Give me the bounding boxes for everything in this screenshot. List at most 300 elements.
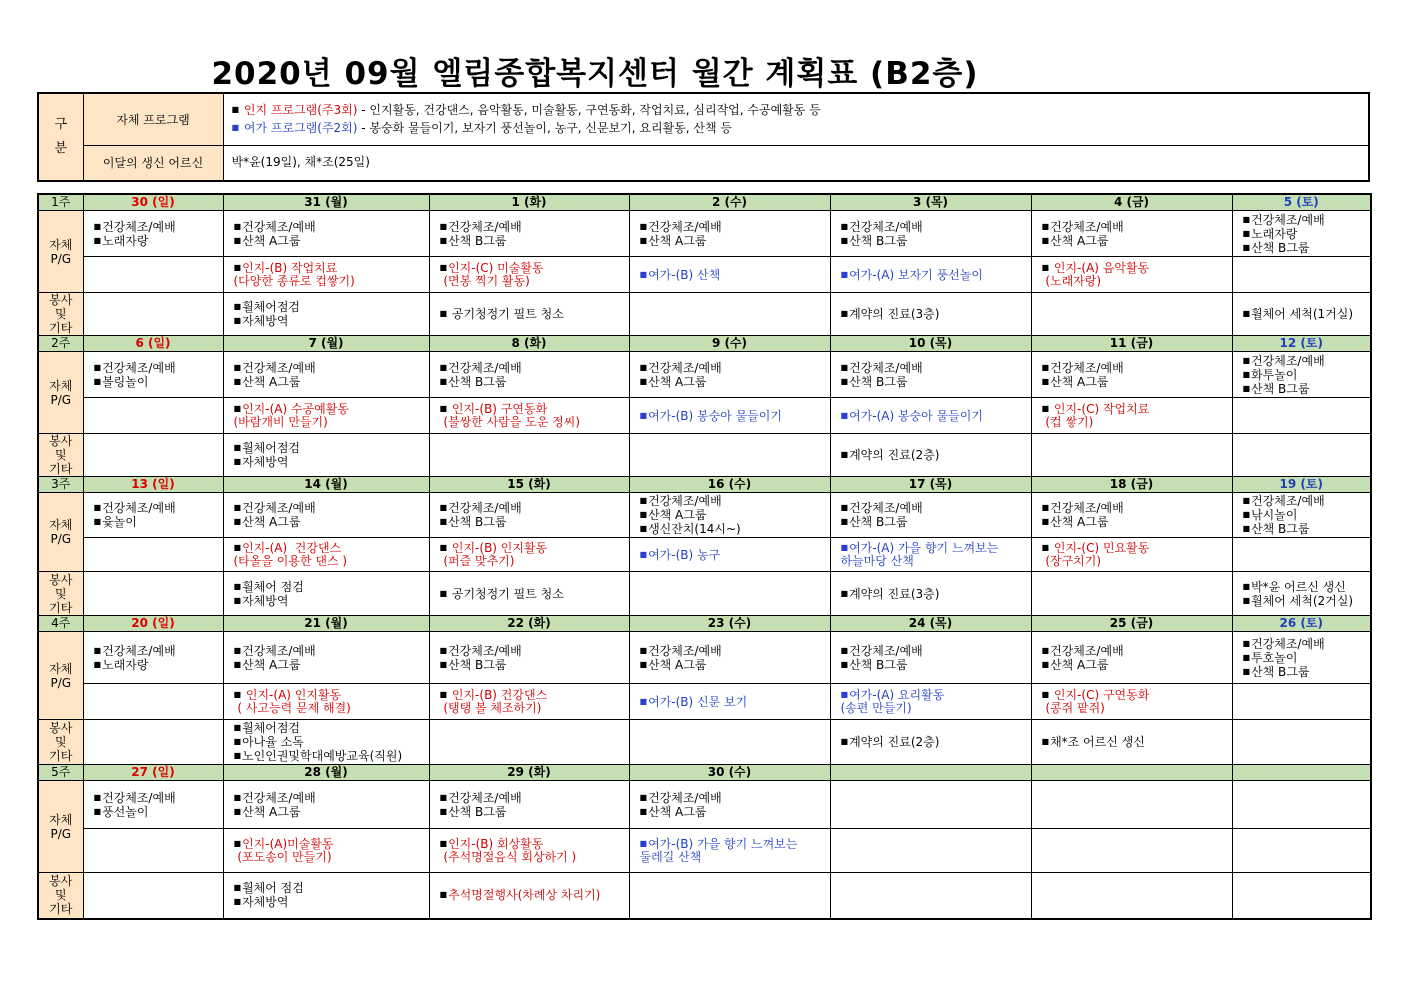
- day-header: 17 (목): [830, 477, 1031, 493]
- schedule-item: ■ 생신잔치(14시~): [640, 522, 826, 536]
- special-program-cell: [429, 829, 629, 873]
- special-program-item: 하늘마당 산책: [840, 554, 914, 568]
- program-cell: [429, 352, 629, 398]
- schedule-item: ■ 산책 A그룹: [640, 375, 826, 389]
- special-program-cell: [1031, 684, 1232, 720]
- special-program-item: (타올을 이용한 댄스 ): [233, 554, 348, 568]
- special-program-cell: [1232, 684, 1371, 720]
- schedule-item: ■ 노래자랑: [94, 658, 219, 672]
- schedule-item: ■ 건강체조/예배: [841, 501, 1027, 515]
- schedule-item: ■ 산책 A그룹: [1042, 658, 1228, 672]
- schedule-item: ■ 건강체조/예배: [1042, 501, 1228, 515]
- day-header: [1232, 765, 1371, 781]
- program-cell: [223, 211, 429, 257]
- etc-item: ■ 계약의 진료(3층): [841, 307, 1027, 321]
- schedule-item: ■ 산책 A그룹: [640, 234, 826, 248]
- week-header-row: [38, 336, 1371, 352]
- week-label: 5주: [38, 765, 83, 781]
- schedule-item: ■ 윷놀이: [94, 515, 219, 529]
- special-program-cell: [1031, 257, 1232, 293]
- schedule-item: ■ 산책 B그룹: [841, 234, 1027, 248]
- special-program-cell: [1031, 538, 1232, 572]
- day-header: 31 (월): [223, 194, 429, 211]
- program-cell: [223, 632, 429, 684]
- row-label-pg: [38, 352, 83, 434]
- program-cell: [1232, 352, 1371, 398]
- birthday-text: 박*윤(19일), 채*조(25일): [223, 145, 1369, 181]
- program-cell: [629, 493, 830, 538]
- program-line: [232, 119, 1361, 137]
- etc-item: ■ 계약의 진료(3층): [841, 587, 1027, 601]
- special-program-cell: [1031, 829, 1232, 873]
- day-header: 30 (수): [629, 765, 830, 781]
- schedule-item: ■ 건강체조/예배: [841, 220, 1027, 234]
- day-header: 19 (토): [1232, 477, 1371, 493]
- special-program-cell: [1232, 257, 1371, 293]
- special-program-item: ( 사고능력 문제 해결): [233, 701, 351, 715]
- day-header: 3 (목): [830, 194, 1031, 211]
- special-program-item: (다양한 종류로 컵쌓기): [233, 274, 355, 288]
- schedule-item: ■ 볼링놀이: [94, 375, 219, 389]
- special-program-item: ■ 인지-(B) 작업치료: [234, 261, 425, 275]
- special-program-cell: [223, 257, 429, 293]
- schedule-item: ■ 건강체조/예배: [94, 220, 219, 234]
- etc-cell: [1031, 720, 1232, 765]
- schedule-item: ■ 산책 B그룹: [841, 515, 1027, 529]
- program-cell: [429, 781, 629, 829]
- schedule-item: ■ 건강체조/예배: [640, 644, 826, 658]
- program-name-leisure: 여가 프로그램(주2회): [243, 121, 358, 136]
- schedule-item: ■ 산책 A그룹: [234, 375, 425, 389]
- row-label-line: 봉사: [49, 434, 73, 448]
- day-header: [830, 765, 1031, 781]
- etc-item: ■ 휠체어 세척(1거실): [1243, 307, 1367, 321]
- etc-cell: [223, 873, 429, 919]
- section-label-line: 구: [54, 117, 68, 132]
- schedule-item: ■ 산책 A그룹: [640, 805, 826, 819]
- schedule-item: ■ 산책 A그룹: [1042, 234, 1228, 248]
- etc-cell: [429, 873, 629, 919]
- day-header: 29 (화): [429, 765, 629, 781]
- row-label-pg: [38, 632, 83, 720]
- row-label-line: 자체: [49, 812, 73, 827]
- special-program-item: 둘레길 산책: [639, 850, 702, 864]
- schedule-item: ■ 낚시놀이: [1243, 508, 1367, 522]
- row-label-pg: [38, 211, 83, 293]
- etc-item: ■ 자체방역: [234, 455, 425, 469]
- day-header: 7 (월): [223, 336, 429, 352]
- special-program-cell: [830, 684, 1031, 720]
- row-label-pg: [38, 781, 83, 873]
- schedule-item: ■ 건강체조/예배: [94, 361, 219, 375]
- program-cell: [83, 632, 223, 684]
- special-program-item: ■ 인지-(C) 작업치료: [1042, 402, 1228, 416]
- special-program-item: ■ 인지-(A)미술활동: [234, 837, 425, 851]
- special-program-item: ■ 인지-(A) 음악활동: [1042, 261, 1228, 275]
- row-label-line: 자체: [49, 518, 73, 532]
- special-program-item: ■ 인지-(B) 인지활동: [440, 541, 625, 555]
- special-program-row: [38, 398, 1371, 434]
- program-desc-leisure: - 봉숭화 물들이기, 보자기 풍선놀이, 농구, 신문보기, 요리활동, 산책 등: [357, 121, 732, 136]
- program-cell: [1031, 211, 1232, 257]
- special-program-cell: [629, 684, 830, 720]
- row-label-line: 자체: [49, 661, 73, 676]
- program-row: [38, 352, 1371, 398]
- schedule-item: ■ 산책 B그룹: [440, 515, 625, 529]
- etc-cell: [223, 720, 429, 765]
- etc-row: [38, 572, 1371, 616]
- program-cell: [429, 632, 629, 684]
- special-program-item: ■ 인지-(C) 구연동화: [1042, 688, 1228, 702]
- special-program-cell: [1232, 538, 1371, 572]
- day-header: 30 (일): [83, 194, 223, 211]
- special-program-item: (송편 만들기): [840, 701, 912, 715]
- row-label-line: 봉사: [49, 721, 73, 735]
- special-program-item: ■ 인지-(B) 회상활동: [440, 837, 625, 851]
- program-line: [232, 101, 1361, 119]
- etc-item: ■ 휠체어점검: [234, 300, 425, 314]
- etc-cell: [83, 434, 223, 477]
- program-cell: [1031, 632, 1232, 684]
- etc-item: ■ 아나율 소독: [234, 735, 425, 749]
- etc-cell: [1232, 293, 1371, 336]
- birthday-label: 이달의 생신 어르신: [83, 145, 223, 181]
- etc-cell: [629, 434, 830, 477]
- special-program-item: (퍼즐 맞추기): [439, 554, 515, 568]
- program-cell: [223, 781, 429, 829]
- week-label: 1주: [38, 194, 83, 211]
- section-label-line: 분: [54, 141, 68, 156]
- etc-item: ■ 휠체어 점검: [234, 580, 425, 594]
- program-row: [38, 781, 1371, 829]
- schedule-item: ■ 건강체조/예배: [440, 220, 625, 234]
- special-program-item: ■ 인지-(B) 건강댄스: [440, 688, 625, 702]
- program-cell: [83, 493, 223, 538]
- week-header-row: [38, 477, 1371, 493]
- etc-cell: [1031, 572, 1232, 616]
- schedule-item: ■ 산책 A그룹: [640, 658, 826, 672]
- etc-cell: [629, 293, 830, 336]
- special-program-cell: [429, 398, 629, 434]
- row-label-line: 봉사: [49, 293, 73, 307]
- program-cell: [1232, 493, 1371, 538]
- row-label-etc: [38, 293, 83, 336]
- program-cell: [830, 493, 1031, 538]
- schedule-item: ■ 건강체조/예배: [640, 220, 826, 234]
- program-desc-cognitive: - 인지활동, 건강댄스, 음악활동, 미술활동, 구연동화, 작업치료, 심리작업, 수공예활동 등: [357, 103, 821, 118]
- special-program-row: [38, 257, 1371, 293]
- etc-cell: [83, 293, 223, 336]
- etc-item: ■ 공기청정기 필트 청소: [440, 307, 625, 321]
- etc-cell: [83, 873, 223, 919]
- etc-item: ■ 자체방역: [234, 314, 425, 328]
- schedule-item: ■ 건강체조/예배: [440, 644, 625, 658]
- etc-item: ■ 휠체어점검: [234, 721, 425, 735]
- special-program-item: ■ 여가-(B) 산책: [640, 268, 826, 282]
- program-cell: [1031, 493, 1232, 538]
- row-label-line: P/G: [50, 392, 72, 407]
- etc-item: ■ 계약의 진료(2층): [841, 735, 1027, 749]
- schedule-item: ■ 산책 B그룹: [1243, 522, 1367, 536]
- day-header: 22 (화): [429, 616, 629, 632]
- day-header: [1031, 765, 1232, 781]
- schedule-item: ■ 화투놀이: [1243, 368, 1367, 382]
- special-program-item: ■ 여가-(B) 가을 향기 느껴보는: [640, 837, 826, 851]
- special-program-item: (불쌍한 사람을 도운 정씨): [439, 415, 581, 429]
- etc-item: ■ 공기청정기 필트 청소: [440, 587, 625, 601]
- day-header: 6 (일): [83, 336, 223, 352]
- special-program-cell: [629, 829, 830, 873]
- day-header: 23 (수): [629, 616, 830, 632]
- etc-item: ■ 노인인권및학대예방교육(직원): [234, 749, 425, 763]
- schedule-item: ■ 건강체조/예배: [1243, 637, 1367, 651]
- schedule-item: ■ 건강체조/예배: [1042, 361, 1228, 375]
- schedule-item: ■ 노래자랑: [1243, 227, 1367, 241]
- program-cell: [1031, 352, 1232, 398]
- etc-cell: [1232, 720, 1371, 765]
- schedule-item: ■ 산책 B그룹: [1243, 382, 1367, 396]
- day-header: 21 (월): [223, 616, 429, 632]
- section-label: [38, 93, 83, 181]
- etc-item: ■ 휠체어 세척(2거실): [1243, 594, 1367, 608]
- schedule-item: ■ 산책 B그룹: [440, 658, 625, 672]
- program-cell: [1232, 781, 1371, 829]
- schedule-item: ■ 노래자랑: [94, 234, 219, 248]
- etc-cell: [83, 720, 223, 765]
- day-header: 5 (토): [1232, 194, 1371, 211]
- week-header-row: [38, 194, 1371, 211]
- schedule-item: ■ 산책 A그룹: [234, 805, 425, 819]
- special-program-item: (콩쥐 팥쥐): [1041, 701, 1105, 715]
- special-program-item: ■ 인지-(C) 미술활동: [440, 261, 625, 275]
- etc-cell: [629, 873, 830, 919]
- etc-cell: [830, 293, 1031, 336]
- schedule-item: ■ 산책 A그룹: [640, 508, 826, 522]
- program-name-cognitive: 인지 프로그램(주3회): [243, 103, 358, 118]
- etc-cell: [629, 572, 830, 616]
- special-program-item: (바람개비 만들기): [233, 415, 328, 429]
- row-label-etc: [38, 434, 83, 477]
- program-cell: [83, 781, 223, 829]
- day-header: 12 (토): [1232, 336, 1371, 352]
- program-row: [38, 632, 1371, 684]
- schedule-item: ■ 산책 B그룹: [841, 375, 1027, 389]
- special-program-item: (포도송이 만들기): [233, 850, 332, 864]
- program-cell: [429, 211, 629, 257]
- day-header: 16 (수): [629, 477, 830, 493]
- day-header: 2 (수): [629, 194, 830, 211]
- schedule-item: ■ 산책 A그룹: [1042, 375, 1228, 389]
- schedule-item: ■ 건강체조/예배: [440, 501, 625, 515]
- schedule-item: ■ 풍선놀이: [94, 805, 219, 819]
- row-label-etc: [38, 873, 83, 919]
- etc-cell: [1232, 873, 1371, 919]
- monthly-calendar: [37, 193, 1372, 920]
- program-cell: [429, 493, 629, 538]
- special-program-cell: [830, 398, 1031, 434]
- special-program-cell: [83, 257, 223, 293]
- program-cell: [1031, 781, 1232, 829]
- special-program-cell: [629, 257, 830, 293]
- schedule-item: ■ 건강체조/예배: [1042, 220, 1228, 234]
- schedule-item: ■ 산책 B그룹: [1243, 665, 1367, 679]
- day-header: 14 (월): [223, 477, 429, 493]
- etc-cell: [429, 572, 629, 616]
- program-info-table: [37, 92, 1370, 182]
- etc-item: ■ 박*윤 어르신 생신: [1243, 580, 1367, 594]
- special-program-row: [38, 538, 1371, 572]
- schedule-item: ■ 투호놀이: [1243, 651, 1367, 665]
- day-header: 15 (화): [429, 477, 629, 493]
- etc-cell: [1232, 572, 1371, 616]
- special-program-item: ■ 여가-(B) 봉숭아 물들이기: [640, 409, 826, 423]
- special-program-cell: [830, 538, 1031, 572]
- special-program-item: (컵 쌓기): [1041, 415, 1094, 429]
- etc-cell: [1031, 434, 1232, 477]
- special-program-item: ■ 여가-(A) 가을 향기 느껴보는: [841, 541, 1027, 555]
- schedule-item: ■ 건강체조/예배: [234, 220, 425, 234]
- schedule-item: ■ 건강체조/예배: [841, 361, 1027, 375]
- schedule-item: ■ 건강체조/예배: [94, 501, 219, 515]
- schedule-item: ■ 건강체조/예배: [234, 361, 425, 375]
- row-label-line: 및: [54, 307, 67, 321]
- program-cell: [223, 352, 429, 398]
- day-header: 26 (토): [1232, 616, 1371, 632]
- special-program-row: [38, 829, 1371, 873]
- special-program-cell: [629, 538, 830, 572]
- program-cell: [629, 632, 830, 684]
- schedule-item: ■ 건강체조/예배: [640, 494, 826, 508]
- row-label-line: 기타: [49, 749, 73, 763]
- etc-cell: [1031, 873, 1232, 919]
- program-cell: [830, 352, 1031, 398]
- week-label: 3주: [38, 477, 83, 493]
- schedule-item: ■ 건강체조/예배: [234, 791, 425, 805]
- row-label-line: 및: [54, 735, 67, 749]
- schedule-item: ■ 건강체조/예배: [234, 644, 425, 658]
- program-cell: [1232, 632, 1371, 684]
- special-program-item: (면봉 찍기 활동): [439, 274, 530, 288]
- row-label-line: 및: [54, 448, 67, 462]
- schedule-item: ■ 산책 A그룹: [234, 515, 425, 529]
- etc-cell: [223, 293, 429, 336]
- etc-item: ■ 휠체어 점검: [234, 881, 425, 895]
- program-description: [223, 93, 1369, 145]
- schedule-item: ■ 산책 B그룹: [1243, 241, 1367, 255]
- row-label-etc: [38, 572, 83, 616]
- special-program-item: ■ 인지-(A) 건강댄스: [234, 541, 425, 555]
- special-program-item: (장구치기): [1041, 554, 1102, 568]
- program-cell: [83, 352, 223, 398]
- day-header: 1 (화): [429, 194, 629, 211]
- etc-cell: [223, 572, 429, 616]
- etc-cell: [1031, 293, 1232, 336]
- special-program-item: ■ 인지-(A) 인지활동: [234, 688, 425, 702]
- schedule-item: ■ 건강체조/예배: [1243, 213, 1367, 227]
- row-label-line: 자체: [49, 378, 73, 393]
- day-header: 4 (금): [1031, 194, 1232, 211]
- row-label-line: 기타: [49, 600, 73, 615]
- etc-row: [38, 434, 1371, 477]
- schedule-item: ■ 건강체조/예배: [94, 644, 219, 658]
- program-cell: [83, 211, 223, 257]
- row-label-line: 기타: [49, 902, 73, 917]
- row-label-line: 자체: [49, 237, 73, 252]
- special-program-cell: [83, 398, 223, 434]
- schedule-item: ■ 산책 A그룹: [1042, 515, 1228, 529]
- special-program-cell: [830, 257, 1031, 293]
- row-label-line: 기타: [49, 321, 73, 335]
- program-row: [38, 211, 1371, 257]
- day-header: 10 (목): [830, 336, 1031, 352]
- row-label-line: P/G: [50, 675, 72, 690]
- week-label: 4주: [38, 616, 83, 632]
- special-program-cell: [83, 829, 223, 873]
- schedule-item: ■ 건강체조/예배: [640, 791, 826, 805]
- schedule-item: ■ 건강체조/예배: [234, 501, 425, 515]
- row-label-line: 기타: [49, 462, 73, 476]
- etc-cell: [429, 293, 629, 336]
- row-label-line: P/G: [50, 532, 72, 546]
- day-header: 18 (금): [1031, 477, 1232, 493]
- etc-item: ■ 추석명절행사(차례상 차리기): [440, 888, 625, 902]
- etc-cell: [429, 720, 629, 765]
- week-header-row: [38, 765, 1371, 781]
- week-label: 2주: [38, 336, 83, 352]
- program-cell: [223, 493, 429, 538]
- etc-item: ■ 휠체어점검: [234, 441, 425, 455]
- program-cell: [830, 632, 1031, 684]
- etc-cell: [429, 434, 629, 477]
- row-label-line: 및: [54, 586, 67, 601]
- program-cell: [1232, 211, 1371, 257]
- day-header: 13 (일): [83, 477, 223, 493]
- schedule-item: ■ 건강체조/예배: [1042, 644, 1228, 658]
- schedule-item: ■ 건강체조/예배: [94, 791, 219, 805]
- schedule-item: ■ 산책 B그룹: [440, 375, 625, 389]
- day-header: 20 (일): [83, 616, 223, 632]
- special-program-item: (탱탱 볼 체조하기): [439, 701, 542, 715]
- etc-cell: [1232, 434, 1371, 477]
- row-label-etc: [38, 720, 83, 765]
- special-program-cell: [629, 398, 830, 434]
- program-cell: [629, 211, 830, 257]
- special-program-item: ■ 여가-(A) 봉숭아 물들이기: [841, 409, 1027, 423]
- special-program-item: (추석명절음식 회상하기 ): [439, 850, 577, 864]
- special-program-item: ■ 여가-(A) 보자기 풍선놀이: [841, 268, 1027, 282]
- special-program-cell: [223, 829, 429, 873]
- etc-item: ■ 계약의 진료(2층): [841, 448, 1027, 462]
- special-program-item: ■ 인지-(B) 구연동화: [440, 402, 625, 416]
- day-header: 8 (화): [429, 336, 629, 352]
- day-header: 9 (수): [629, 336, 830, 352]
- etc-row: [38, 293, 1371, 336]
- program-cell: [830, 781, 1031, 829]
- etc-item: ■ 자체방역: [234, 895, 425, 909]
- program-label: 자체 프로그램: [83, 93, 223, 145]
- special-program-item: ■ 여가-(A) 요리활동: [841, 688, 1027, 702]
- etc-cell: [830, 434, 1031, 477]
- day-header: 24 (목): [830, 616, 1031, 632]
- program-cell: [830, 211, 1031, 257]
- week-header-row: [38, 616, 1371, 632]
- special-program-cell: [223, 398, 429, 434]
- special-program-cell: [1031, 398, 1232, 434]
- special-program-cell: [223, 538, 429, 572]
- schedule-item: ■ 건강체조/예배: [440, 361, 625, 375]
- row-label-pg: [38, 493, 83, 572]
- special-program-item: ■ 인지-(C) 민요활동: [1042, 541, 1228, 555]
